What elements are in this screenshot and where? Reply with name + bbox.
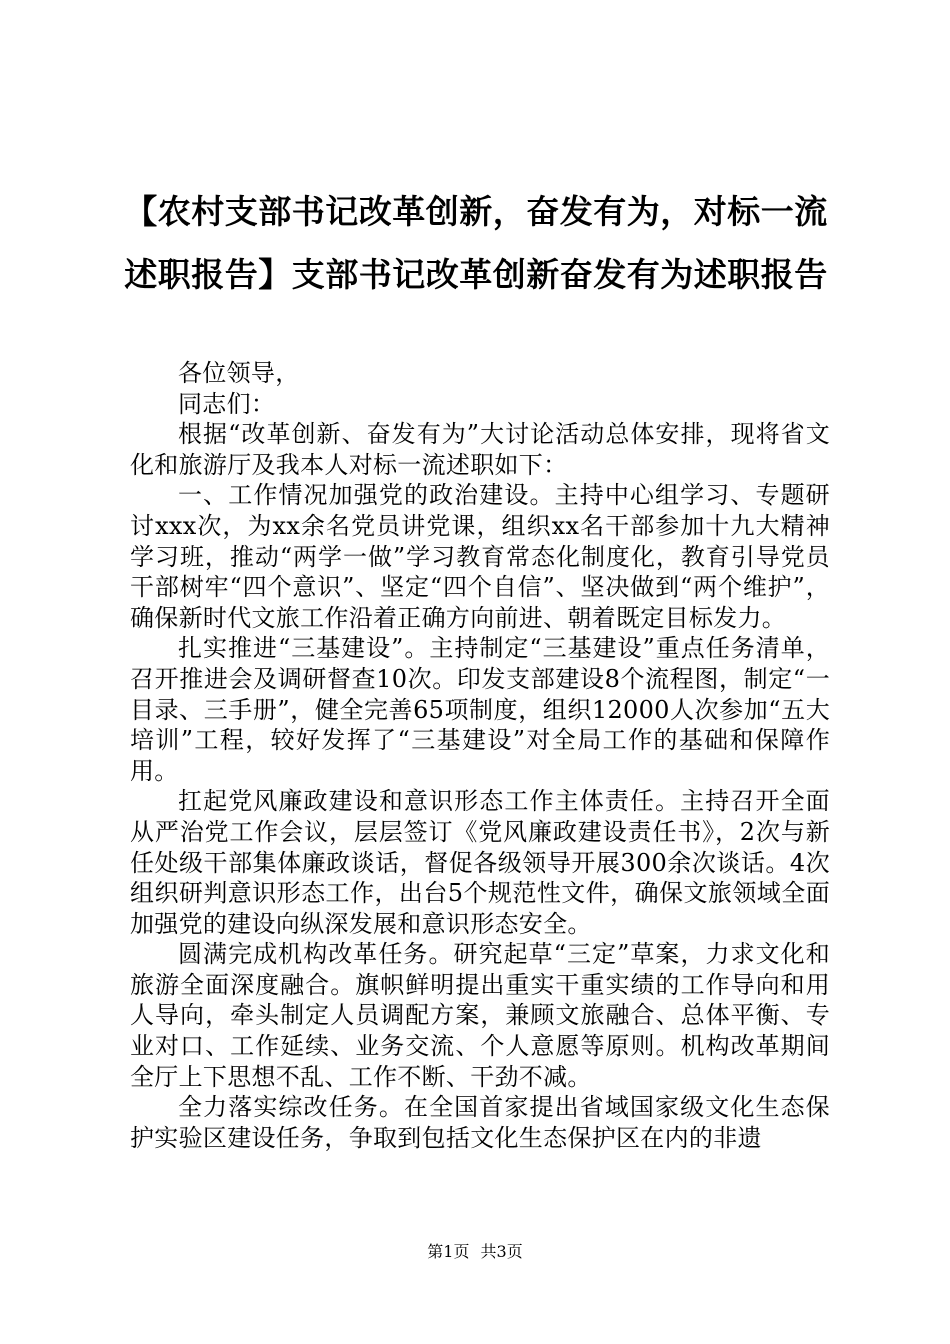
document-body [130, 358, 830, 1153]
document-title: 【农村支部书记改革创新，奋发有为，对标一流述职报告】支部书记改革创新奋发有为述职报告 [124, 192, 828, 294]
salutation-comrades: 同志们： [178, 389, 276, 418]
body-paragraph: 一、工作情况加强党的政治建设。主持中心组学习、专题研讨xxx次，为xx余名党员讲党课，组织xx名干部参加十九大精神学习班，推动“两学一做”学习教育常态化制度化，教育引导党员干部树牢“四个意识”、坚定“四个自信”、坚决做到“两个维护”，确保新时代文旅工作沿着正确方向前进、朝着既定目标发力。 [130, 481, 830, 632]
page-number-current: 第1页 [427, 1242, 470, 1261]
salutation-leaders: 各位领导， [178, 359, 300, 387]
body-paragraph: 圆满完成机构改革任务。研究起草“三定”草案，力求文化和旅游全面深度融合。旗帜鲜明提出重实干重实绩的工作导向和用人导向，牵头制定人员调配方案，兼顾文旅融合、总体平衡、专业对口、工作延续、业务交流、个人意愿等原则。机构改革期间全厅上下思想不乱、工作不断、干劲不减。 [130, 940, 830, 1091]
body-paragraph: 扛起党风廉政建设和意识形态工作主体责任。主持召开全面从严治党工作会议，层层签订《党风廉政建设责任书》，2次与新任处级干部集体廉政谈话，督促各级领导开展300余次谈话。4次组织研判意识形态工作，出台5个规范性文件，确保文旅领域全面加强党的建设向纵深发展和意识形态安全。 [130, 787, 830, 938]
body-paragraph: 全力落实综改任务。在全国首家提出省域国家级文化生态保护实验区建设任务，争取到包括文化生态保护区在内的非遗 [130, 1093, 830, 1152]
page-footer [0, 1242, 950, 1262]
body-paragraph: 根据“改革创新、奋发有为”大讨论活动总体安排，现将省文化和旅游厅及我本人对标一流述职如下： [130, 420, 830, 479]
body-paragraph: 扎实推进“三基建设”。主持制定“三基建设”重点任务清单，召开推进会及调研督查10次。印发支部建设8个流程图，制定“一目录、三手册”，健全完善65项制度，组织12000人次参加“五大培训”工程，较好发挥了“三基建设”对全局工作的基础和保障作用。 [130, 634, 830, 785]
page-number-total: 共3页 [480, 1242, 523, 1261]
